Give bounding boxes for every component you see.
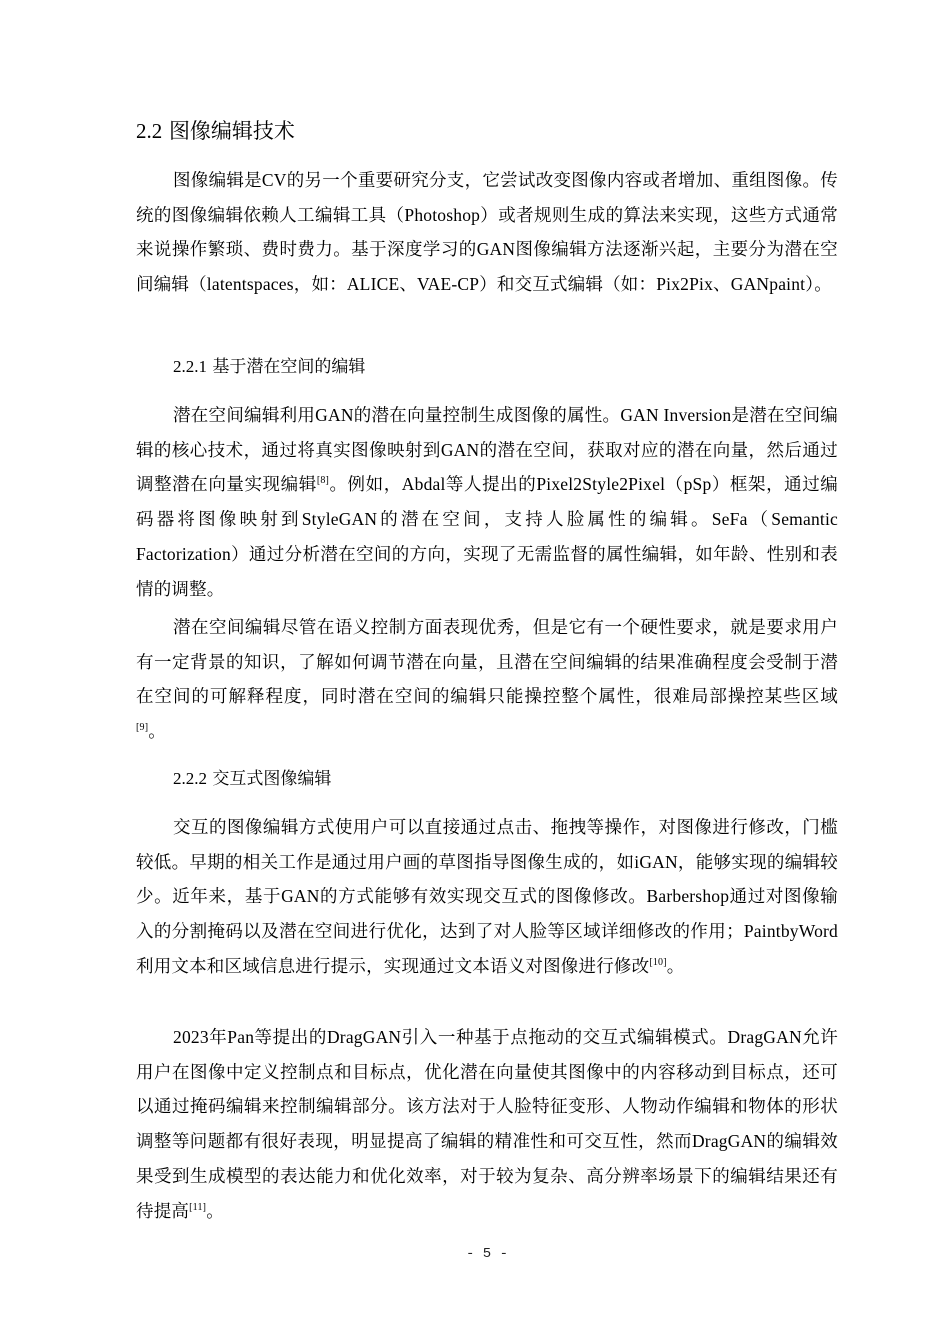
page-number: - 5 - [465,1246,508,1262]
section-heading [136,116,295,146]
paragraph-interactive-editing [136,810,838,984]
subsection-number: 2.2.2 [173,769,207,788]
paragraph-latent-limits [136,610,838,749]
subsection-title-text: 基于潜在空间的编辑 [212,357,366,377]
paragraph-text: 潜在空间编辑尽管在语义控制方面表现优秀，但是它有一个硬性要求，就是要求用户有一定背景的知识，了解如何调节潜在向量，且潜在空间编辑的结果准确程度会受制于潜在空间的可解释程度，同时潜在空间的编辑只能操控整个属性，很难局部操控某些区域 [136,617,838,707]
section-number: 2.2 [136,119,163,143]
paragraph-text: 。 [206,1200,224,1221]
citation: [9] [136,722,149,734]
paragraph-text: 潜在空间编辑利用GAN的潜在向量控制生成图像的属性。GAN Inversion是潜在空间编辑的核心技术，通过将真实图像映射到GAN的潜在空间，获取对应的潜在向量，然后通过调整潜在向量实现编辑 [136,405,838,495]
paragraph-draggan [136,1020,838,1228]
intro-paragraph: 图像编辑是CV的另一个重要研究分支，它尝试改变图像内容或者增加、重组图像。传统的图像编辑依赖人工编辑工具（Photoshop）或者规则生成的算法来实现，这些方式通常来说操作繁琐、费时费力。基于深度学习的GAN图像编辑方法逐渐兴起，主要分为潜在空间编辑（latentspaces，如：ALICE、VAE-CP）和交互式编辑（如：Pix2Pix、GANpaint）。 [136,170,838,295]
section-title-text: 图像编辑技术 [168,119,295,143]
paragraph-text: 。 [666,955,685,976]
subsection-heading-2-2-1 [173,355,365,379]
citation: [11] [189,1201,207,1213]
paragraph-latent-editing [136,398,838,606]
paragraph-text: 交互的图像编辑方式使用户可以直接通过点击、拖拽等操作，对图像进行修改，门槛较低。早期的相关工作是通过用户画的草图指导图像生成的，如iGAN，能够实现的编辑较少。近年来，基于GAN的方式能够有效实现交互式的图像修改。Barbershop通过对图像输入的分割掩码以及潜在空间进行优化，达到了对人脸等区域详细修改的作用；PaintbyWord利用文本和区域信息进行提示，实现通过文本语义对图像进行修改 [136,817,838,976]
subsection-heading-2-2-2 [173,767,331,791]
paragraph-text: 。例如，Abdal等人提出的Pixel2Style2Pixel（pSp）框架，通过编码器将图像映射到StyleGAN的潜在空间，支持人脸属性的编辑。SeFa（Semantic Factorization）通过分析潜在空间的方向，实现了无需监督的属性编辑，如年龄、性别和表情的调整。 [136,474,839,599]
citation: [10] [649,956,667,968]
citation: [8] [316,475,330,487]
paragraph-text: 2023年Pan等提出的DragGAN引入一种基于点拖动的交互式编辑模式。DragGAN允许用户在图像中定义控制点和目标点，优化潜在向量使其图像中的内容移动到目标点，还可以通过掩码编辑来控制编辑部分。该方法对于人脸特征变形、人物动作编辑和物体的形状调整等问题都有很好表现，明显提高了编辑的精准性和可交互性，然而DragGAN的编辑效果受到生成模型的表达能力和优化效率，对于较为复杂、高分辨率场景下的编辑结果还有待提高 [136,1027,838,1221]
paragraph-text: 。 [148,721,166,742]
subsection-title-text: 交互式图像编辑 [212,769,332,789]
subsection-number: 2.2.1 [173,357,207,376]
